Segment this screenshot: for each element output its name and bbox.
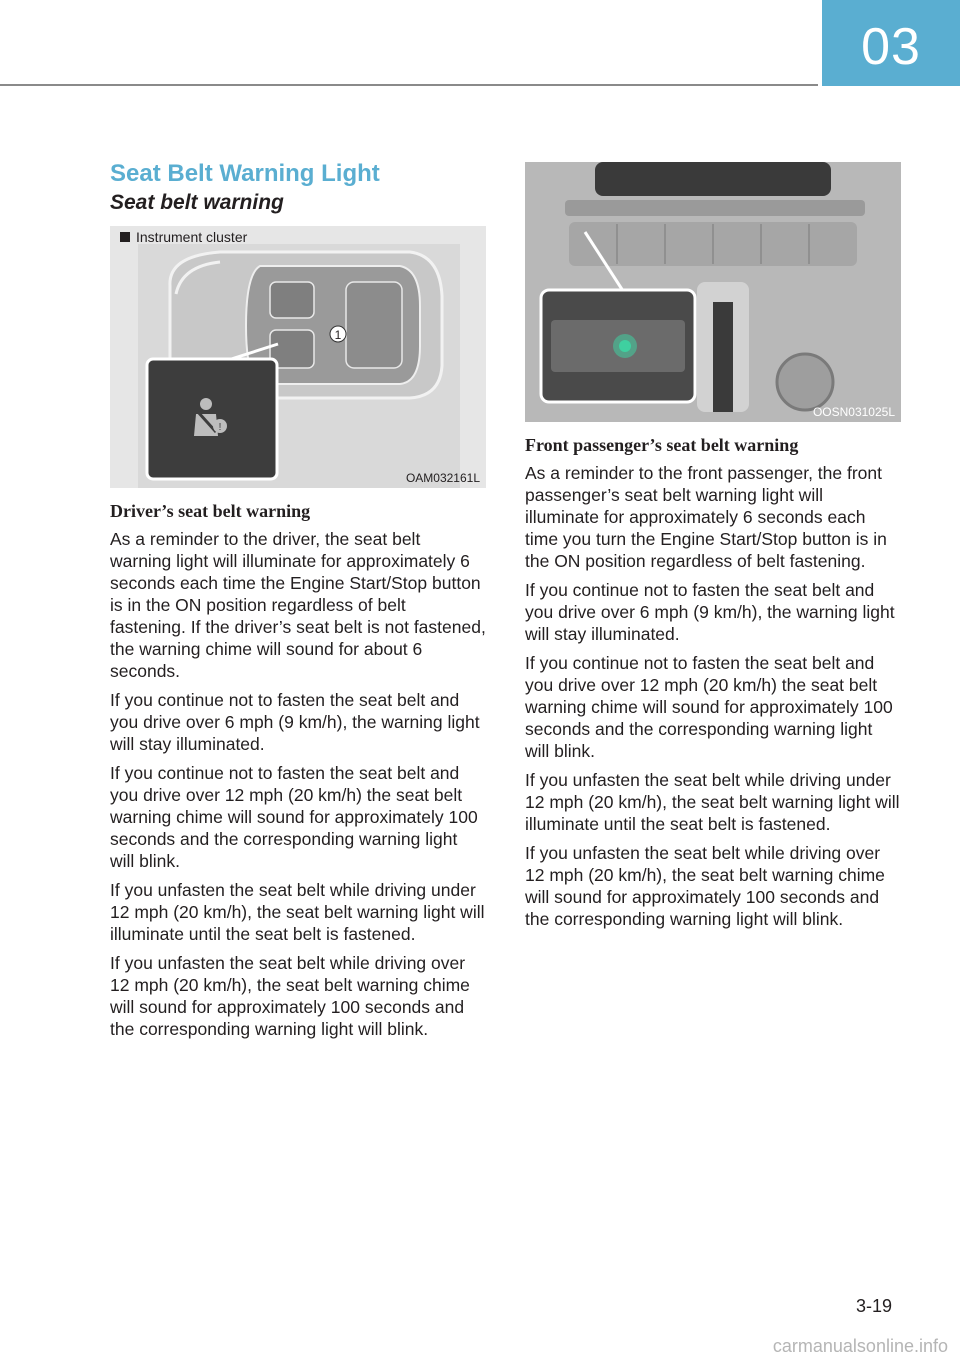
passenger-paragraph: If you continue not to fasten the seat belt and you drive over 6 mph (9 km/h), the warning light will stay illuminated. xyxy=(525,580,895,644)
bullet-square-icon xyxy=(120,232,130,242)
svg-text:!: ! xyxy=(218,422,222,433)
left-column xyxy=(110,160,486,1047)
driver-paragraph: If you unfasten the seat belt while driving over 12 mph (20 km/h), the seat belt warning chime will sound for approximately 100 seconds and the corresponding warning light will blink. xyxy=(110,953,470,1039)
driver-paragraph: If you unfasten the seat belt while driving under 12 mph (20 km/h), the seat belt warning light will illuminate until the seat belt is fastened. xyxy=(110,880,485,944)
header-rule xyxy=(0,84,818,86)
section-title: Seat Belt Warning Light xyxy=(110,160,380,187)
watermark: carmanualsonline.info xyxy=(772,1336,948,1356)
passenger-paragraph: As a reminder to the front passenger, the front passenger’s seat belt warning light will illuminate for approximately 6 seconds each time you turn the Engine Start/Stop button is in the ON position regardless of belt fastening. xyxy=(525,463,887,571)
passenger-seatbelt-warning-icon xyxy=(613,334,637,358)
right-column xyxy=(525,162,901,937)
car-topview-illustration xyxy=(110,226,486,488)
rear-seat xyxy=(346,282,402,368)
vent xyxy=(565,200,865,216)
chapter-tab: 03 xyxy=(822,0,960,86)
figure-code: OOSN031025L xyxy=(812,405,895,419)
figure-code: OAM032161L xyxy=(405,471,480,485)
center-console-figure xyxy=(525,162,901,422)
passenger-seat xyxy=(270,282,314,318)
control-knob xyxy=(777,354,833,410)
button-row xyxy=(569,222,857,266)
center-console-illustration xyxy=(525,162,901,422)
driver-paragraph: As a reminder to the driver, the seat belt warning light will illuminate for approximately 6 seconds each time the Engine Start/Stop button is in the ON position regardless of belt fastening. If the driver’s seat belt is not fastened, the warning chime will sound for about 6 seconds. xyxy=(110,529,486,681)
driver-paragraph: If you continue not to fasten the seat belt and you drive over 12 mph (20 km/h) the seat belt warning chime will sound for approximately 100 seconds and the corresponding warning light will blink. xyxy=(110,763,478,871)
sub-title: Seat belt warning xyxy=(110,191,284,214)
passenger-heading: Front passenger’s seat belt warning xyxy=(525,435,799,455)
page-number: 3-19 xyxy=(855,1296,892,1316)
passenger-paragraph: If you unfasten the seat belt while driving under 12 mph (20 km/h), the seat belt warning light will illuminate until the seat belt is fastened. xyxy=(525,770,900,834)
driver-heading: Driver’s seat belt warning xyxy=(110,501,311,521)
figure-label xyxy=(120,229,247,245)
driver-paragraph: If you continue not to fasten the seat belt and you drive over 6 mph (9 km/h), the warning light will stay illuminated. xyxy=(110,690,480,754)
passenger-paragraph: If you unfasten the seat belt while driving over 12 mph (20 km/h), the seat belt warning chime will sound for approximately 100 seconds and the corresponding warning light will blink. xyxy=(525,843,885,929)
passenger-paragraph: If you continue not to fasten the seat belt and you drive over 12 mph (20 km/h) the seat belt warning chime will sound for approximately 100 seconds and the corresponding warning light will blink. xyxy=(525,653,893,761)
figure-label-text: Instrument cluster xyxy=(136,229,248,245)
display-screen xyxy=(595,162,831,196)
callout-number: 1 xyxy=(334,328,342,342)
gear-slot xyxy=(713,302,733,412)
instrument-cluster-figure xyxy=(110,226,486,488)
